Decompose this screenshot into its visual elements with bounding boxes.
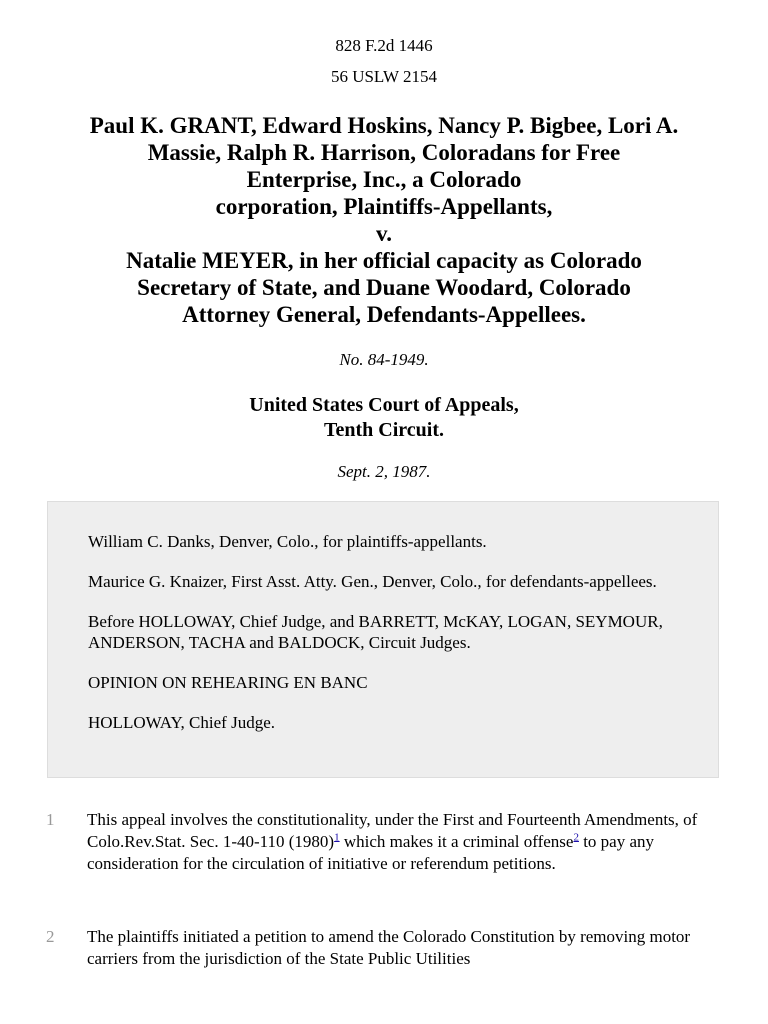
paragraph-number: 2 (46, 927, 55, 946)
opinion-author: HOLLOWAY, Chief Judge. (88, 713, 275, 732)
party-line: Attorney General, Defendants-Appellees. (182, 302, 586, 327)
paragraph-text-segment: which makes it a criminal offense (339, 832, 574, 851)
docket-number: No. 84-1949. (339, 350, 429, 369)
party-line: Secretary of State, and Duane Woodard, Colorado (137, 275, 631, 300)
decision-date: Sept. 2, 1987. (337, 462, 431, 481)
party-line: corporation, Plaintiffs-Appellants, (215, 194, 553, 219)
case-header-box (47, 501, 719, 778)
versus-line: v. (376, 221, 392, 246)
case-parties (40, 112, 728, 328)
paragraph-text (87, 809, 707, 875)
party-line: Enterprise, Inc., a Colorado (246, 167, 522, 192)
court-name-line: Tenth Circuit. (323, 419, 445, 441)
paragraph-text: The plaintiffs initiated a petition to amend the Colorado Constitution by removing motor carriers from the jurisdiction of the State Public Utilities (87, 927, 691, 968)
court-name (0, 393, 768, 443)
panel-judges: Before HOLLOWAY, Chief Judge, and BARRETT, McKAY, LOGAN, SEYMOUR, ANDERSON, TACHA and BALDOCK, Circuit Judges. (88, 612, 663, 652)
counsel-plaintiffs: William C. Danks, Denver, Colo., for plaintiffs-appellants. (88, 532, 487, 551)
footnote-link[interactable]: 2 (573, 831, 579, 844)
party-line: Paul K. GRANT, Edward Hoskins, Nancy P. Bigbee, Lori A. (89, 113, 679, 138)
paragraph-number: 1 (46, 810, 55, 829)
opinion-type: OPINION ON REHEARING EN BANC (88, 673, 368, 692)
party-line: Natalie MEYER, in her official capacity as Colorado (126, 248, 642, 273)
counsel-defendants: Maurice G. Knaizer, First Asst. Atty. Gen., Denver, Colo., for defendants-appellees. (88, 572, 657, 591)
party-line: Massie, Ralph R. Harrison, Coloradans for Free (147, 140, 621, 165)
uslw-citation: 56 USLW 2154 (330, 67, 438, 86)
footnote-link[interactable]: 1 (334, 831, 340, 844)
court-name-line: United States Court of Appeals, (249, 394, 519, 416)
reporter-citation: 828 F.2d 1446 (335, 36, 433, 55)
paragraph-text-segment: This appeal involves the constitutionality, under the First and Fourteenth Amendments, of Colo.Rev.Stat. Sec. 1-40-110 (1980) (87, 810, 698, 851)
paragraph-text-segment: to pay any consideration for the circulation of initiative or referendum petitions. (87, 832, 655, 873)
